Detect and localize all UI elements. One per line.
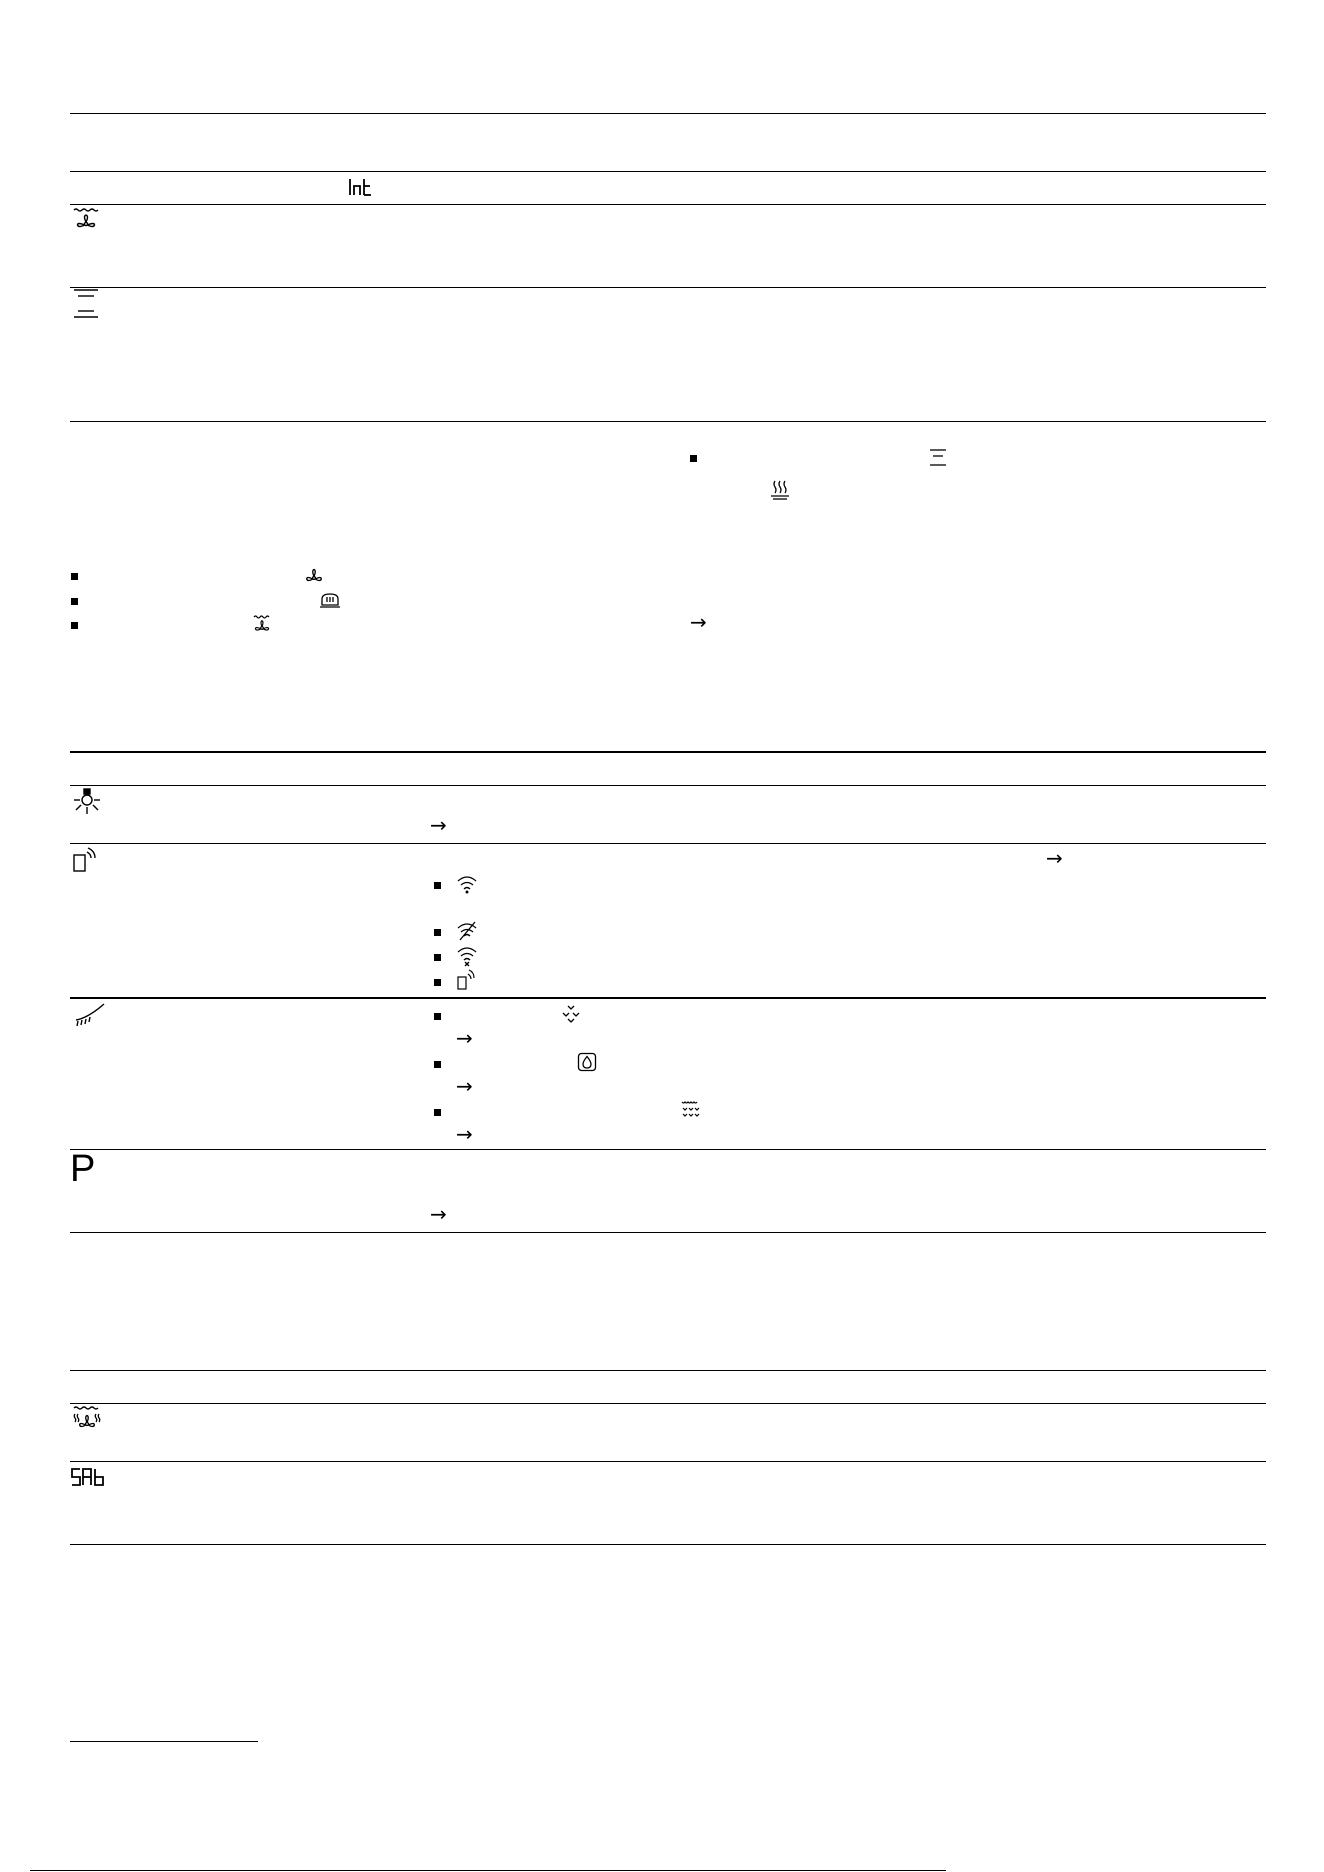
table1-row-rule-2 — [70, 287, 1266, 288]
table2-row-rule-2 — [70, 997, 1266, 999]
display-sab-icon — [70, 1466, 108, 1488]
bullet-descale — [434, 1013, 441, 1020]
arrow-section2: → — [690, 610, 707, 634]
bullet-left-1 — [71, 573, 78, 580]
table2-top-rule — [70, 751, 1266, 753]
table2-row-rule-3 — [70, 1149, 1266, 1150]
top-bottom-heat-icon — [72, 288, 100, 318]
hot-air-icon — [304, 567, 324, 587]
table3-top-rule — [70, 1370, 1266, 1371]
bullet-steam — [434, 1109, 441, 1116]
steam-icon — [680, 1100, 702, 1120]
page-bottom-rule — [30, 1870, 946, 1871]
bullet-left-3 — [71, 622, 78, 629]
top-bottom-heat-small-icon — [928, 448, 948, 468]
table1-top-rule — [70, 113, 1266, 114]
cleaning-icon — [72, 1002, 106, 1028]
table1-bottom-rule — [70, 421, 1266, 422]
footnote-rule — [70, 1741, 258, 1742]
table2-header-rule — [70, 785, 1266, 786]
bullet-remote — [434, 979, 441, 986]
display-code-sab — [70, 1466, 108, 1488]
wifi-off-icon — [456, 921, 478, 941]
table1-row-rule-1 — [70, 204, 1266, 205]
arrow-descale: → — [456, 1026, 473, 1050]
table3-row-rule-1 — [70, 1461, 1266, 1462]
light-icon — [72, 787, 102, 817]
table3-header-rule — [70, 1403, 1266, 1404]
table2-bottom-rule — [70, 1232, 1266, 1233]
hot-air-steam-icon — [72, 1405, 102, 1435]
bread-baking-icon — [319, 591, 341, 609]
plate-warming-icon — [769, 479, 791, 501]
remote-small-icon — [456, 969, 476, 991]
bullet-right-1 — [690, 455, 697, 462]
arrow-light: → — [430, 813, 447, 837]
table1-header-rule — [70, 171, 1266, 172]
table3-bottom-rule — [70, 1544, 1266, 1545]
bullet-left-2 — [71, 598, 78, 605]
wifi-error-icon — [456, 945, 478, 967]
arrow-water: → — [456, 1074, 473, 1098]
table2-row-rule-1 — [70, 843, 1266, 844]
hot-air-grill-small-icon — [252, 614, 272, 636]
arrow-remote: → — [1046, 846, 1063, 870]
arrow-steam: → — [456, 1122, 473, 1146]
programme-letter: P — [70, 1148, 96, 1190]
bullet-wifi-error — [434, 954, 441, 961]
wifi-icon — [456, 874, 478, 894]
bullet-wifi-off — [434, 929, 441, 936]
display-int-icon — [348, 176, 374, 198]
display-code-int — [348, 176, 374, 198]
remote-start-icon — [72, 847, 98, 873]
descale-icon — [561, 1004, 581, 1024]
bullet-wifi — [434, 882, 441, 889]
bullet-water — [434, 1061, 441, 1068]
arrow-programme: → — [430, 1202, 447, 1226]
hot-air-grill-icon — [72, 207, 100, 235]
water-drop-icon — [577, 1052, 597, 1072]
